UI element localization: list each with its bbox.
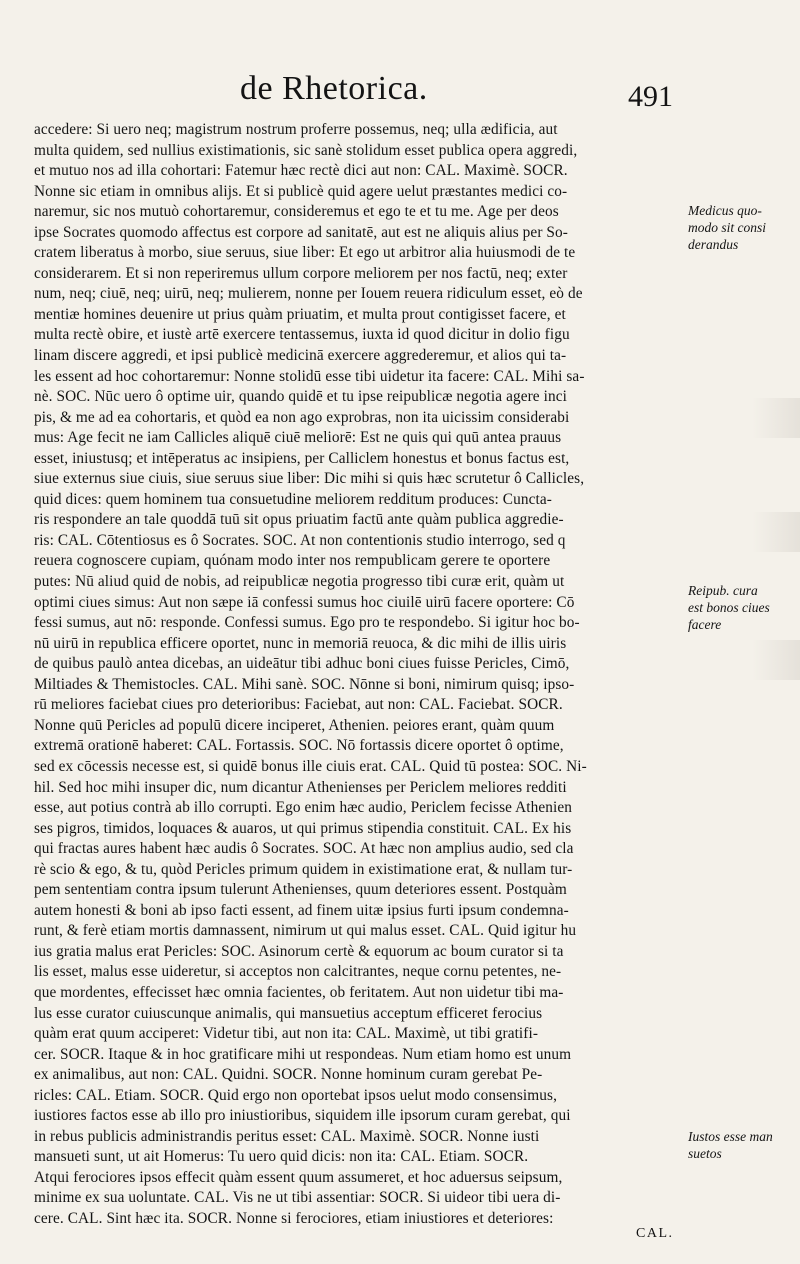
text-line: Atqui ferociores ipsos effecit quàm essent quum assumeret, et hoc aduersus seipsum, (34, 1168, 563, 1186)
text-line: ius gratia malus erat Pericles: SOC. Asinorum certè & equorum ac boum curator si ta (34, 942, 564, 960)
text-line: quàm erat quum acciperet: Videtur tibi, aut non ita: CAL. Maximè, ut tibi gratifi- (34, 1025, 539, 1043)
text-line: ris: CAL. Cōtentiosus es ô Socrates. SOC. At non contentionis studio interrogo, sed q (34, 531, 566, 549)
text-line: siue externus siue ciuis, siue seruus siue liber: Dic mihi si quis hæc scrutetur ô Callicles, (34, 470, 585, 488)
text-line: quid dices: quem hominem tua consuetudine meliorem redditum produces: Cuncta- (34, 490, 552, 508)
margin-note-line: derandus (688, 237, 739, 252)
text-line: accedere: Si uero neq; magistrum nostrum proferre possemus, neq; ulla ædificia, aut (34, 121, 558, 138)
text-line: cere. CAL. Sint hæc ita. SOCR. Nonne si ferociores, etiam iniustiores et deteriores: (34, 1209, 554, 1227)
text-line: Nonne sic etiam in omnibus alijs. Et si publicè quid agere uelut præstantes medici co- (34, 182, 568, 200)
text-line: ses pigros, timidos, loquaces & auaros, ut qui primus stipendia constituit. CAL. Ex his (34, 819, 572, 837)
margin-note-line: suetos (688, 1146, 722, 1161)
text-line: multa quidem, sed nullius existimationis, sic sanè stolidum esset publica opera aggredi, (34, 141, 578, 159)
catchword: CAL. (636, 1226, 674, 1241)
text-line: minime ex sua uoluntate. CAL. Vis ne ut tibi assentiar: SOCR. Si uideor tibi uera di- (34, 1189, 561, 1207)
margin-note-line: Medicus quo- (688, 203, 762, 218)
text-line: ex animalibus, aut non: CAL. Quidni. SOCR. Nonne hominum curam gerebat Pe- (34, 1066, 543, 1084)
text-line: mus: Age fecit ne iam Callicles aliquē ciuē meliorē: Est ne quis qui quū antea prauus (34, 429, 562, 447)
text-line: autem honesti & boni ab ipso facti essent, ad finem uitæ ipsius furti ipsum condemna- (34, 901, 569, 919)
text-line: iustiores factos esse ab illo pro iniustioribus, siquidem ille ipsorum curam gerebat, qui (34, 1107, 571, 1125)
margin-note-medicus (688, 202, 800, 253)
text-line: in rebus publicis administrandis peritus esset: CAL. Maximè. SOCR. Nonne iusti (34, 1127, 540, 1145)
text-line: Nonne quū Pericles ad populū dicere inciperet, Athenien. peiores erant, quàm quum (34, 716, 555, 734)
text-line: ris respondere an tale quoddā tuū sit opus priuatim factū ante quàm publica aggredie- (34, 511, 564, 529)
text-line: multa rectè obire, et iustè artē exercere tentassemus, iuxta id quod dicitur in dolio figu (34, 326, 570, 344)
text-line: ricles: CAL. Etiam. SOCR. Quid ergo non oportebat ipsos uelut modo consensimus, (34, 1086, 557, 1104)
margin-note-line: Reipub. cura (688, 583, 758, 598)
text-line: reuera cognoscere cupiam, quónam modo inter nos rempublicam gerere te oportere (34, 552, 551, 570)
text-line: optimi ciues simus: Aut non sæpe iā confessi sumus hoc ciuilē uirū facere oportere: Cō (34, 593, 575, 611)
text-line: lis esset, malus esse uideretur, si acceptos non calcitrantes, neque cornu petentes, ne- (34, 963, 562, 981)
margin-note-line: est bonos ciues (688, 600, 770, 615)
text-line: num, neq; ciuē, neq; uirū, neq; mulierem, nonne per Iouem reuera ridiculum esset, eò de (34, 285, 583, 303)
text-line: les essent ad hoc cohortaremur: Nonne stolidū esse tibi uidetur ita facere: CAL. Mihi sa- (34, 367, 585, 385)
text-line: esse, aut potius contrà ab illo corrupti. Ego enim hæc audio, Periclem fecisse Athenien (34, 799, 573, 817)
margin-note-line: facere (688, 617, 722, 632)
text-line: mansueti sunt, ut ait Homerus: Tu uero quid dicis: non ita: CAL. Etiam. SOCR. (34, 1148, 529, 1166)
running-title: de Rhetorica. (240, 70, 428, 107)
text-line: rè scio & ego, & tu, quòd Pericles primum quidem in existimatione erat, & nullam tur- (34, 860, 573, 878)
text-line: ipse Socrates quomodo affectus est corpore ad sanitatē, aut est ne aliquis alius per So- (34, 223, 568, 241)
text-line: esset, iniustusq; et intēperatus ac insipiens, per Calliclem honestus et bonus factus est, (34, 449, 570, 467)
text-line: Miltiades & Themistocles. CAL. Mihi sanè. SOC. Nōnne si boni, nimirum quisq; ipso- (34, 675, 575, 693)
text-line: linam discere aggredi, et ipsi publicè medicinā exercere aggrederemur, et alios qui ta- (34, 347, 567, 365)
text-line: runt, & ferè etiam mortis damnassent, nimirum ut qui malus esset. CAL. Quid igitur hu (34, 922, 577, 940)
margin-note-line: modo sit consi (688, 220, 767, 235)
text-line: nè. SOC. Nūc uero ô optime uir, quando quidē et tu ipse reipublicæ negotia agere inci (34, 388, 567, 406)
text-line: putes: Nū aliud quid de nobis, ad reipublicæ negotia progresso tibi curæ erit, quàm ut (34, 573, 565, 591)
show-through-smudge (752, 512, 800, 552)
text-line: sed ex cōcessis necesse est, si quidē bonus ille ciuis erat. CAL. Quid tū postea: SOC. Ni- (34, 757, 587, 775)
text-line: nū uirū in republica efficere oportet, nunc in memoriā reuoca, & dic mihi de illis uiris (34, 634, 567, 652)
text-line: que mordentes, effecisset hæc omnia facientes, ob feritatem. Aut non uidetur tibi ma- (34, 983, 564, 1001)
text-line: pem sententiam contra ipsum tulerunt Athenienses, quum deteriores essent. Postquàm (34, 881, 567, 899)
text-line: lus esse curator cuiuscunque animalis, qui mansuetius acceptum efficeret ferocius (34, 1004, 543, 1022)
text-line: fessi sumus, aut nō: responde. Confessi sumus. Ego pro te respondebo. Si igitur hoc bo- (34, 614, 580, 632)
text-line: qui fractas aures habent hæc audis ô Socrates. SOC. At hæc non amplius audio, sed cla (34, 840, 574, 858)
margin-note-iustos (688, 1128, 800, 1162)
text-line: mentiæ homines deuenire ut prius quàm priuatim, et multa prout contigisset facere, et (34, 305, 566, 323)
text-line: naremur, sic nos mutuò cohortaremur, consideremus et ego te et tu me. Age per deos (34, 203, 559, 221)
page-number: 491 (628, 80, 673, 113)
text-line: considerarem. Et si non reperiremus ullum corpore meliorem per nos factū, neq; exter (34, 264, 568, 282)
text-line: cer. SOCR. Itaque & in hoc gratificare mihi ut respondeas. Num etiam homo est unum (34, 1045, 572, 1063)
margin-note-reipub (688, 582, 800, 633)
text-line: hil. Sed hoc mihi insuper dic, num dicantur Athenienses per Periclem meliores redditi (34, 778, 567, 796)
text-line: cratem liberatus à morbo, siue seruus, siue liber: Et ego ut arbitror alia huiusmodi de te (34, 244, 576, 262)
margin-note-line: Iustos esse man (688, 1129, 773, 1144)
text-line: de quibus paulò antea dicebas, an uideātur tibi adhuc boni ciues fuisse Pericles, Cimō, (34, 655, 570, 673)
text-line: rū meliores faciebat ciues pro deterioribus: Faciebat, aut non: CAL. Faciebat. SOCR. (34, 696, 563, 714)
show-through-smudge (752, 640, 800, 680)
text-line: extremā orationē haberet: CAL. Fortassis. SOC. Nō fortassis dicere oportet ô optime, (34, 737, 564, 755)
text-line: pis, & me ad ea cohortaris, et quòd ea non ago exprobras, non ita uicissim considerabi (34, 408, 570, 426)
main-text-block (34, 120, 686, 1230)
show-through-smudge (752, 398, 800, 438)
text-line: et mutuo nos ad illa cohortari: Fatemur hæc rectè dici aut non: CAL. Maximè. SOCR. (34, 162, 568, 180)
